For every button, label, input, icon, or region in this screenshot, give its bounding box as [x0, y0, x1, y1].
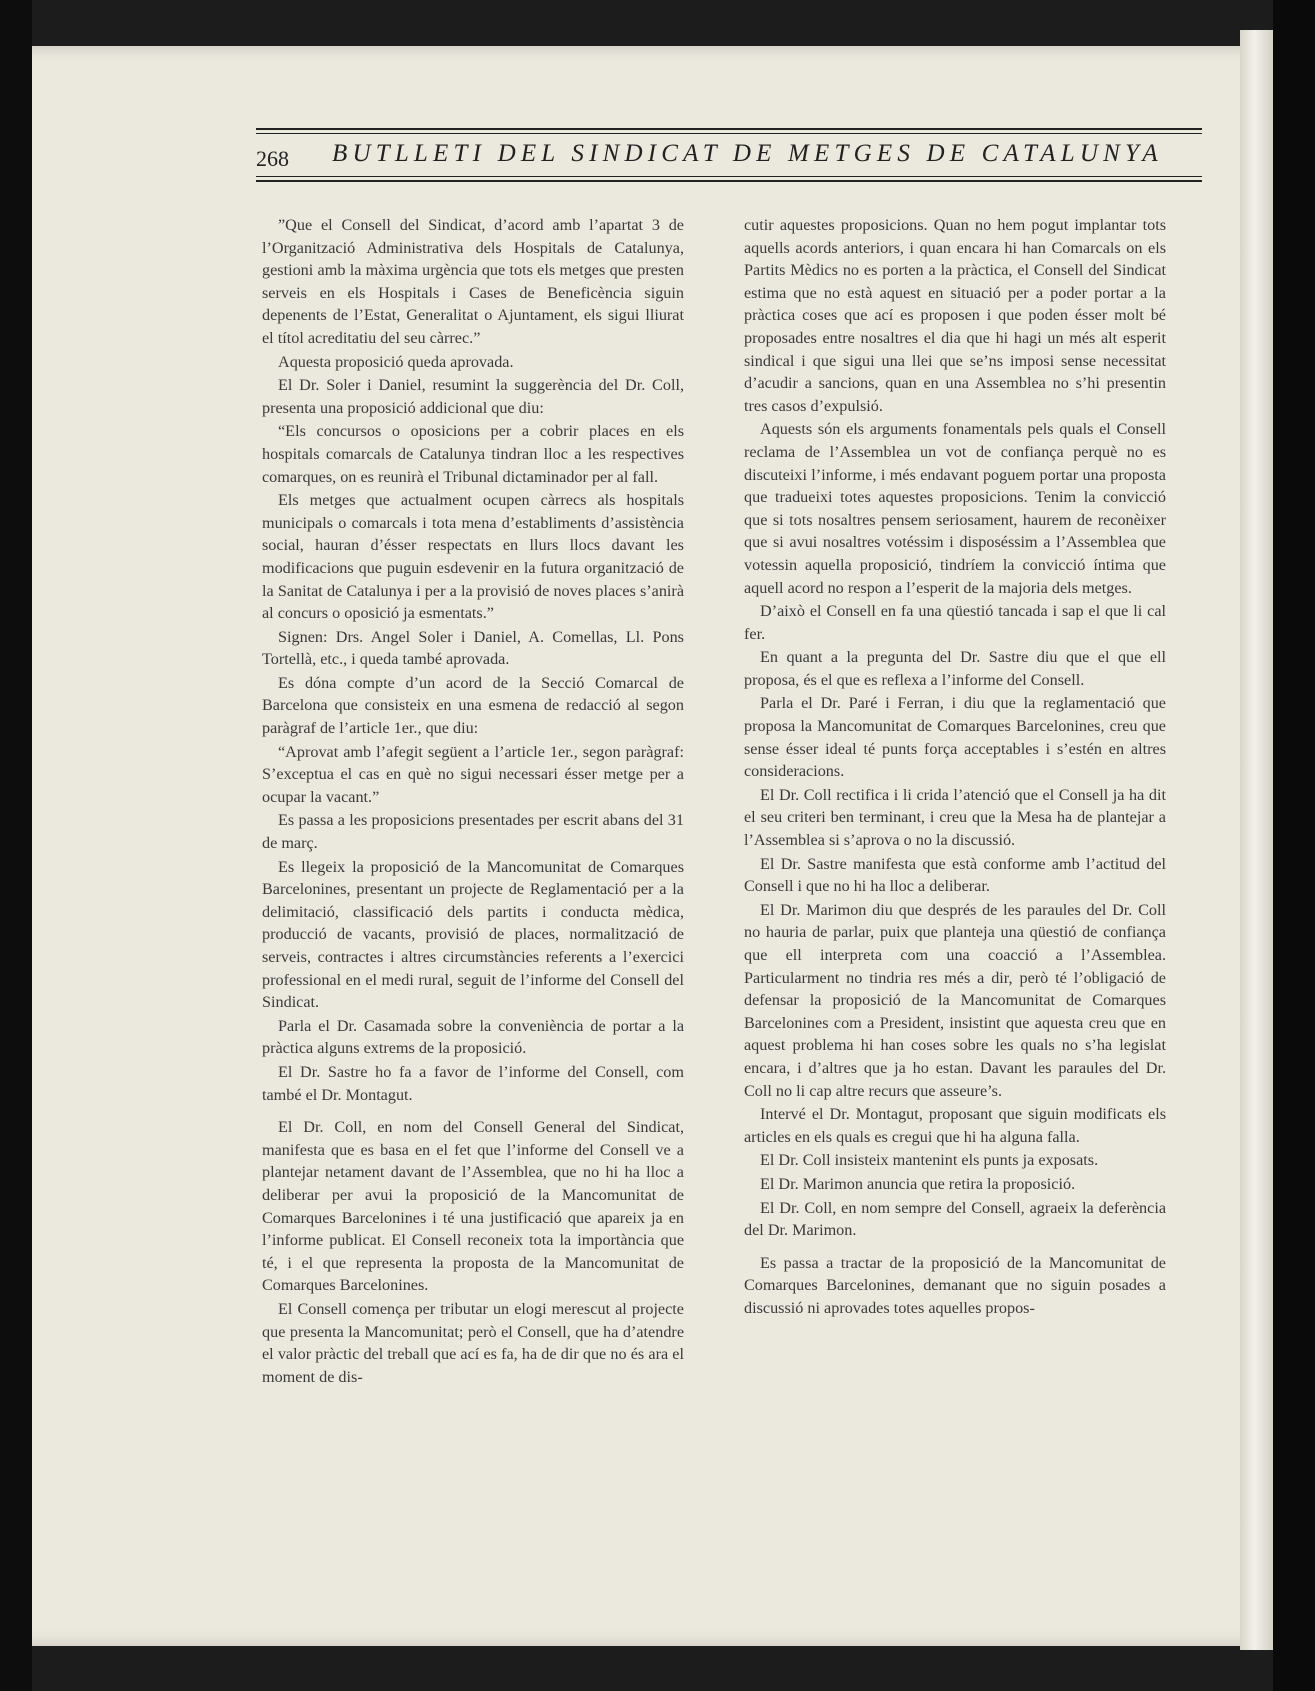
- paragraph: cutir aquestes proposicions. Quan no hem pogut implantar tots aquells acords anteriors, i quan encara hi han Comarcals on els Partits Mèdics no es porten a la pràctica, el Consell del Sindicat estima que no està aquest en situació per a poder portar a la pràctica coses que ací es proposen i que poden ésser molt bé proposades entre nosaltres el dia que hi hagi un més alt esperit sindical i que sigui una llei que se’ns imposi sense necessitat d’acudir a sancions, quan en una Assemblea no s’hi presentin tres casos d’expulsió.: [744, 216, 1166, 415]
- paragraph: Aquests són els arguments fonamentals pels quals el Consell reclama de l’Assemblea un vot de confiança perquè no es discuteixi l’informe, i més endavant poguem portar una proposta que tradueixi totes aquestes proposicions. Tenim la convicció que si tots nosaltres pensem seriosament, haurem de reconèixer que si avui nosaltres votéssim i disposéssim a l’Assemblea que votessin aquella proposició, tindríem la convicció íntima que aquell acord no respon a l’esperit de la majoria dels metges.: [744, 420, 1166, 597]
- paragraph: El Dr. Marimon diu que després de les paraules del Dr. Coll no hauria de parlar, puix que planteja una qüestió de confiança que ell interpreta com una coacció a l’Assemblea. Particularment no tindria res més a dir, però té l’obligació de defensar la proposició de la Mancomunitat de Comarques Barcelonines com a President, insistint que aquesta creu que en aquest problema hi han coses sobre les quals no s’ha legislat encara, i d’altres que ja ho estan. Davant les paraules del Dr. Coll no li cap altre recurs que asseure’s.: [744, 900, 1166, 1100]
- paragraph: Es llegeix la proposició de la Mancomunitat de Comarques Barcelonines, presentant un projecte de Reglamentació per a la delimitació, classificació dels partits i conducta mèdica, producció de vacants, provisió de places, normalització de serveis, contractes i altres circumstàncies referents a l’exercici professional en el medi rural, seguit de l’informe del Consell del Sindicat.: [262, 857, 684, 1012]
- page-curl: [1240, 30, 1276, 1650]
- paragraph: Signen: Drs. Angel Soler i Daniel, A. Comellas, Ll. Pons Tortellà, etc., i queda també aprovada.: [262, 627, 684, 669]
- header-rule-top: [256, 128, 1202, 130]
- scan-border-right: [1273, 0, 1315, 1691]
- header-rule-bottom: [256, 180, 1202, 182]
- paragraph: Parla el Dr. Paré i Ferran, i diu que la reglamentació que proposa la Mancomunitat de Comarques Barcelonines, creu que sense ésser ideal té punts força acceptables i s’estén en altres consideracions.: [744, 694, 1166, 781]
- paragraph: El Consell comença per tributar un elogi merescut al projecte que presenta la Mancomunitat; però el Consell, que ha d’atendre el valor pràctic del treball que ací es fa, ha de dir que no és ara el moment de dis-: [262, 1299, 684, 1386]
- text-column-left: [262, 214, 684, 1389]
- paragraph: Els metges que actualment ocupen càrrecs als hospitals municipals o comarcals i tota mena d’establiments d’assistència social, hauran d’ésser respectats en llurs llocs davant les modificacions que puguin esdevenir en la futura organització de la Sanitat de Catalunya i per a la provisió de noves places s’anirà al concurs o oposició ja esmentats.”: [262, 491, 684, 623]
- paragraph: El Dr. Coll insisteix mantenint els punts ja exposats.: [760, 1151, 1099, 1170]
- paragraph: “Aprovat amb l’afegit següent a l’article 1er., segon paràgraf: S’exceptua el cas en què no sigui necessari ésser metge per a ocupar la vacant.”: [262, 742, 684, 806]
- paragraph: El Dr. Sastre manifesta que està conforme amb l’actitud del Consell i que no hi ha lloc a deliberar.: [744, 854, 1166, 896]
- header-rule-top-thin: [256, 133, 1202, 134]
- paragraph: El Dr. Coll, en nom sempre del Consell, agraeix la deferència del Dr. Marimon.: [744, 1198, 1166, 1240]
- scan-border-left: [0, 0, 32, 1691]
- paragraph: ”Que el Consell del Sindicat, d’acord amb l’apartat 3 de l’Organització Administrativa dels Hospitals de Catalunya, gestioni amb la màxima urgència que tots els metges que presten serveis en els Hospitals i Cases de Beneficència siguin depenents de l’Estat, Generalitat o Ajuntament, els sigui lliurat el títol acreditatiu del seu càrrec.”: [262, 216, 684, 347]
- paragraph: Es passa a tractar de la proposició de la Mancomunitat de Comarques Barcelonines, demanant que no siguin posades a discussió ni aprovades totes aquelles propos-: [744, 1253, 1166, 1317]
- paragraph: Parla el Dr. Casamada sobre la conveniència de portar a la pràctica alguns extrems de la proposició.: [262, 1016, 684, 1058]
- paragraph: El Dr. Coll rectifica i li crida l’atenció que el Consell ja ha dit el seu criteri ben terminant, i creu que la Mesa ha de plantejar a l’Assemblea si s’aprova o no la discussió.: [744, 785, 1166, 850]
- paragraph: “Els concursos o oposicions per a cobrir places en els hospitals comarcals de Catalunya tindran lloc a les respectives comarques, on es reunirà el Tribunal dictaminador per al fall.: [262, 422, 684, 486]
- paragraph: En quant a la pregunta del Dr. Sastre diu que el que ell proposa, és el que es reflexa a l’informe del Consell.: [744, 648, 1166, 689]
- paragraph: Es dóna compte d’un acord de la Secció Comarcal de Barcelona que consisteix en una esmena de redacció al segon paràgraf de l’article 1er., que diu:: [262, 673, 684, 738]
- header-rule-bottom-thin: [256, 176, 1202, 177]
- paragraph: Es passa a les proposicions presentades per escrit abans del 31 de març.: [262, 811, 684, 853]
- paragraph: Intervé el Dr. Montagut, proposant que siguin modificats els articles en els quals es cregui que hi ha alguna falla.: [744, 1105, 1166, 1146]
- running-header: [256, 128, 1202, 184]
- text-column-right: [744, 214, 1166, 1321]
- paragraph: El Dr. Coll, en nom del Consell General del Sindicat, manifesta que es basa en el fet que l’informe del Consell ve a plantejar netament davant de l’Assemblea, que no hi ha lloc a deliberar per avui la proposició de la Mancomunitat de Comarques Barcelonines i té una justificació que apareix ja en l’informe publicat. El Consell reconeix tota la importància que té, i el que representa la proposta de la Mancomunitat de Comarques Barcelonines.: [262, 1118, 684, 1295]
- paragraph: El Dr. Sastre ho fa a favor de l’informe del Consell, com també el Dr. Montagut.: [262, 1062, 684, 1104]
- paragraph: Aquesta proposició queda aprovada.: [278, 352, 514, 371]
- paragraph: El Dr. Marimon anuncia que retira la proposició.: [760, 1174, 1076, 1193]
- paragraph: El Dr. Soler i Daniel, resumint la suggerència del Dr. Coll, presenta una proposició addicional que diu:: [262, 376, 684, 417]
- paragraph: D’això el Consell en fa una qüestió tancada i sap el que li cal fer.: [744, 602, 1166, 643]
- page-number: 268: [256, 146, 289, 171]
- running-title: BUTLLETI DEL SINDICAT DE METGES DE CATALUNYA: [332, 140, 1163, 167]
